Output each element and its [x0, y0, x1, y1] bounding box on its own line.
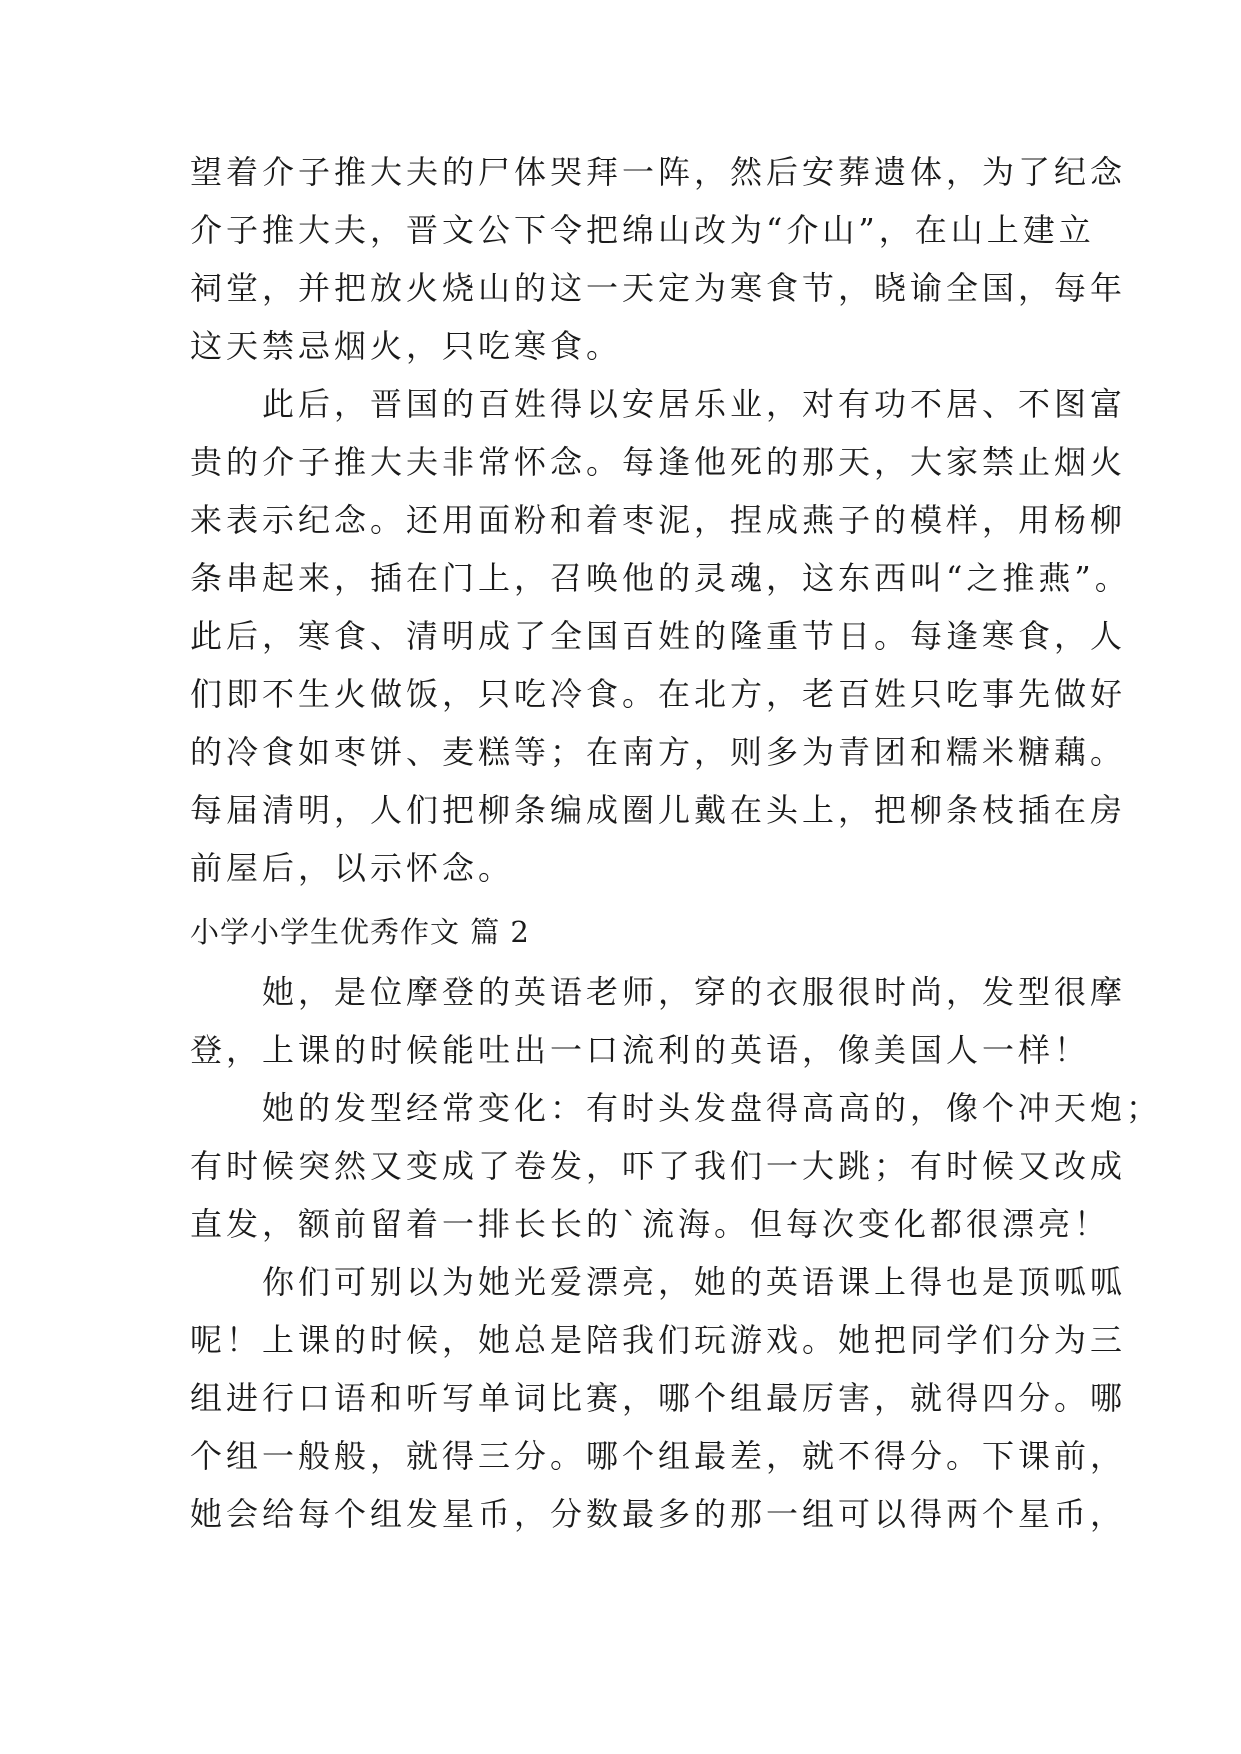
paragraph-line: 祠堂，并把放火烧山的这一天定为寒食节，晓谕全国，每年 [190, 269, 1127, 307]
paragraph-line: 她会给每个组发星币，分数最多的那一组可以得两个星币， [190, 1495, 1127, 1533]
paragraph-line: 每届清明，人们把柳条编成圈儿戴在头上，把柳条枝插在房 [190, 791, 1127, 829]
paragraph-line: 来表示纪念。还用面粉和着枣泥，捏成燕子的模样，用杨柳 [190, 501, 1127, 539]
section-heading: 小学小学生优秀作文 篇 2 [190, 915, 530, 949]
paragraph-line: 望着介子推大夫的尸体哭拜一阵，然后安葬遗体，为了纪念 [190, 153, 1127, 191]
paragraph-line: 直发，额前留着一排长长的`流海。但每次变化都很漂亮！ [190, 1205, 1111, 1243]
paragraph-line: 条串起来，插在门上，召唤他的灵魂，这东西叫“之推燕”。 [190, 559, 1131, 597]
paragraph-line: 前屋后，以示怀念。 [190, 849, 515, 887]
paragraph-line: 们即不生火做饭，只吃冷食。在北方，老百姓只吃事先做好 [190, 675, 1127, 713]
paragraph-line: 她的发型经常变化：有时头发盘得高高的，像个冲天炮； [190, 1089, 1163, 1127]
paragraph-line: 她，是位摩登的英语老师，穿的衣服很时尚，发型很摩 [190, 973, 1127, 1011]
paragraph-line: 的冷食如枣饼、麦糕等；在南方，则多为青团和糯米糖藕。 [190, 733, 1127, 771]
paragraph-line: 此后，晋国的百姓得以安居乐业，对有功不居、不图富 [190, 385, 1127, 423]
paragraph-line: 贵的介子推大夫非常怀念。每逢他死的那天，大家禁止烟火 [190, 443, 1127, 481]
paragraph-line: 介子推大夫，晋文公下令把绵山改为“介山”，在山上建立 [190, 211, 1095, 249]
paragraph-line: 登，上课的时候能吐出一口流利的英语，像美国人一样！ [190, 1031, 1091, 1069]
paragraph-line: 组进行口语和听写单词比赛，哪个组最厉害，就得四分。哪 [190, 1379, 1127, 1417]
paragraph-line: 个组一般般，就得三分。哪个组最差，就不得分。下课前， [190, 1437, 1127, 1475]
paragraph-line: 呢！上课的时候，她总是陪我们玩游戏。她把同学们分为三 [190, 1321, 1127, 1359]
paragraph-line: 此后，寒食、清明成了全国百姓的隆重节日。每逢寒食，人 [190, 617, 1127, 655]
paragraph-line: 这天禁忌烟火，只吃寒食。 [190, 327, 623, 365]
paragraph-line: 你们可别以为她光爱漂亮，她的英语课上得也是顶呱呱 [190, 1263, 1127, 1301]
paragraph-line: 有时候突然又变成了卷发，吓了我们一大跳；有时候又改成 [190, 1147, 1127, 1185]
